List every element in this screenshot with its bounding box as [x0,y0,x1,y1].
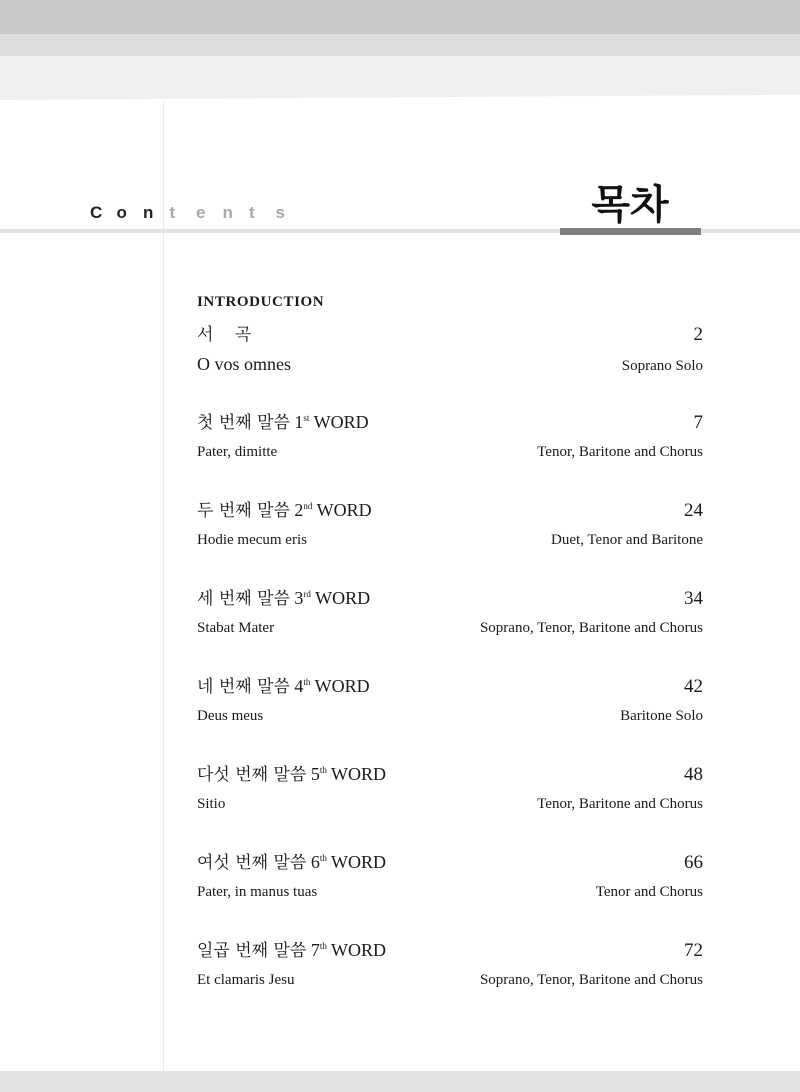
entry-ordinal: 3 [294,588,304,608]
contents-letter: t [169,203,176,222]
entry-page-number: 72 [684,940,703,961]
footer-band [0,1071,800,1092]
contents-letter: n [222,203,233,222]
contents-letter: e [196,203,206,222]
entry-ordinal: 6 [310,852,320,872]
entry-title-row [197,935,703,965]
entry-subtitle-row [197,351,703,377]
toc-entry[interactable] [197,759,703,817]
entry-ordinal: 2 [294,500,304,520]
entry-ordinal-suffix: rd [303,589,311,599]
entry-page-number: 48 [684,764,703,785]
entry-page-number: 34 [684,588,703,609]
entry-latin-title: Sitio [197,796,226,812]
entry-title-row [197,759,703,789]
entry-title-row [197,495,703,525]
entry-voices: Soprano, Tenor, Baritone and Chorus [479,620,703,636]
entry-latin-title: Stabat Mater [197,620,275,636]
header-band-dark [0,0,800,34]
entry-title [197,407,369,438]
toc-entry[interactable] [197,583,703,641]
entry-subtitle-row [197,879,703,905]
toc-entries [197,319,703,993]
table-of-contents [197,293,703,1023]
header-band-mid [0,34,800,56]
entry-latin-title: O vos omnes [197,354,291,374]
entry-ordinal-suffix: th [303,677,311,687]
entry-title-korean: 여섯 번째 말씀 [197,853,307,873]
entry-title-row [197,671,703,701]
entry-ordinal-suffix: th [319,765,327,775]
entry-voices: Tenor, Baritone and Chorus [537,444,703,460]
entry-latin-title: Et clamaris Jesu [197,972,295,988]
entry-subtitle-row [197,527,703,553]
entry-title [197,759,386,790]
entry-ordinal: 4 [294,676,304,696]
toc-entry[interactable] [197,671,703,729]
contents-letter: n [143,203,154,222]
toc-entry[interactable] [197,407,703,465]
entry-title-korean: 두 번째 말씀 [197,501,290,521]
entry-title-row [197,407,703,437]
entry-title-korean: 서 곡 [197,325,260,345]
entry-title [197,847,386,878]
entry-subtitle-row [197,615,703,641]
entry-title-korean: 일곱 번째 말씀 [197,941,307,961]
entry-title [197,671,370,702]
entry-latin-title: Deus meus [197,708,264,724]
entry-page-number: 24 [684,500,703,521]
contents-letter: C [90,203,103,222]
entry-subtitle-row [197,967,703,993]
entry-ordinal: 7 [310,940,320,960]
entry-ordinal-suffix: st [303,413,310,423]
entry-title-korean: 세 번째 말씀 [197,589,290,609]
entry-voices: Soprano Solo [621,358,703,374]
entry-word: WORD [331,852,387,872]
entry-title [197,935,386,966]
toc-entry[interactable] [197,935,703,993]
entry-subtitle-row [197,439,703,465]
entry-ordinal-suffix: th [319,941,327,951]
entry-ordinal: 1 [294,412,304,432]
entry-latin-title: Pater, in manus tuas [197,884,318,900]
entry-title-korean: 첫 번째 말씀 [197,413,290,433]
entry-page-number: 66 [684,852,703,873]
section-label: INTRODUCTION [197,294,325,310]
entry-title-row [197,583,703,613]
entry-latin-title: Hodie mecum eris [197,532,307,548]
entry-voices: Baritone Solo [620,708,703,724]
toc-entry[interactable] [197,847,703,905]
entry-voices: Tenor and Chorus [595,884,703,900]
entry-title [197,319,259,350]
page-title: 목차 [591,182,669,228]
entry-title-row [197,319,703,349]
entry-ordinal-suffix: th [319,853,327,863]
entry-word: WORD [331,940,387,960]
contents-letter: o [116,203,127,222]
margin-guide-line [163,100,164,1092]
title-underline [560,228,701,235]
entry-title-korean: 네 번째 말씀 [197,677,290,697]
toc-entry[interactable] [197,319,703,377]
entry-subtitle-row [197,703,703,729]
entry-word: WORD [331,764,387,784]
entry-word: WORD [314,676,370,696]
entry-subtitle-row [197,791,703,817]
entry-title-korean: 다섯 번째 말씀 [197,765,307,785]
entry-ordinal-suffix: nd [303,501,313,511]
entry-voices: Tenor, Baritone and Chorus [537,796,703,812]
entry-page-number: 2 [693,324,703,345]
entry-word: WORD [316,500,372,520]
toc-entry[interactable] [197,495,703,553]
entry-word: WORD [313,412,369,432]
entry-voices: Duet, Tenor and Baritone [551,532,703,548]
contents-heading [90,203,302,227]
entry-title-row [197,847,703,877]
entry-title [197,583,370,614]
entry-page-number: 42 [684,676,703,697]
header-band-light [0,56,800,100]
entry-ordinal: 5 [310,764,320,784]
entry-word: WORD [315,588,371,608]
contents-letter: t [249,203,255,222]
entry-page-number: 7 [693,412,703,433]
entry-title [197,495,372,526]
contents-letter: s [275,203,285,222]
entry-latin-title: Pater, dimitte [197,444,278,460]
entry-voices: Soprano, Tenor, Baritone and Chorus [479,972,703,988]
